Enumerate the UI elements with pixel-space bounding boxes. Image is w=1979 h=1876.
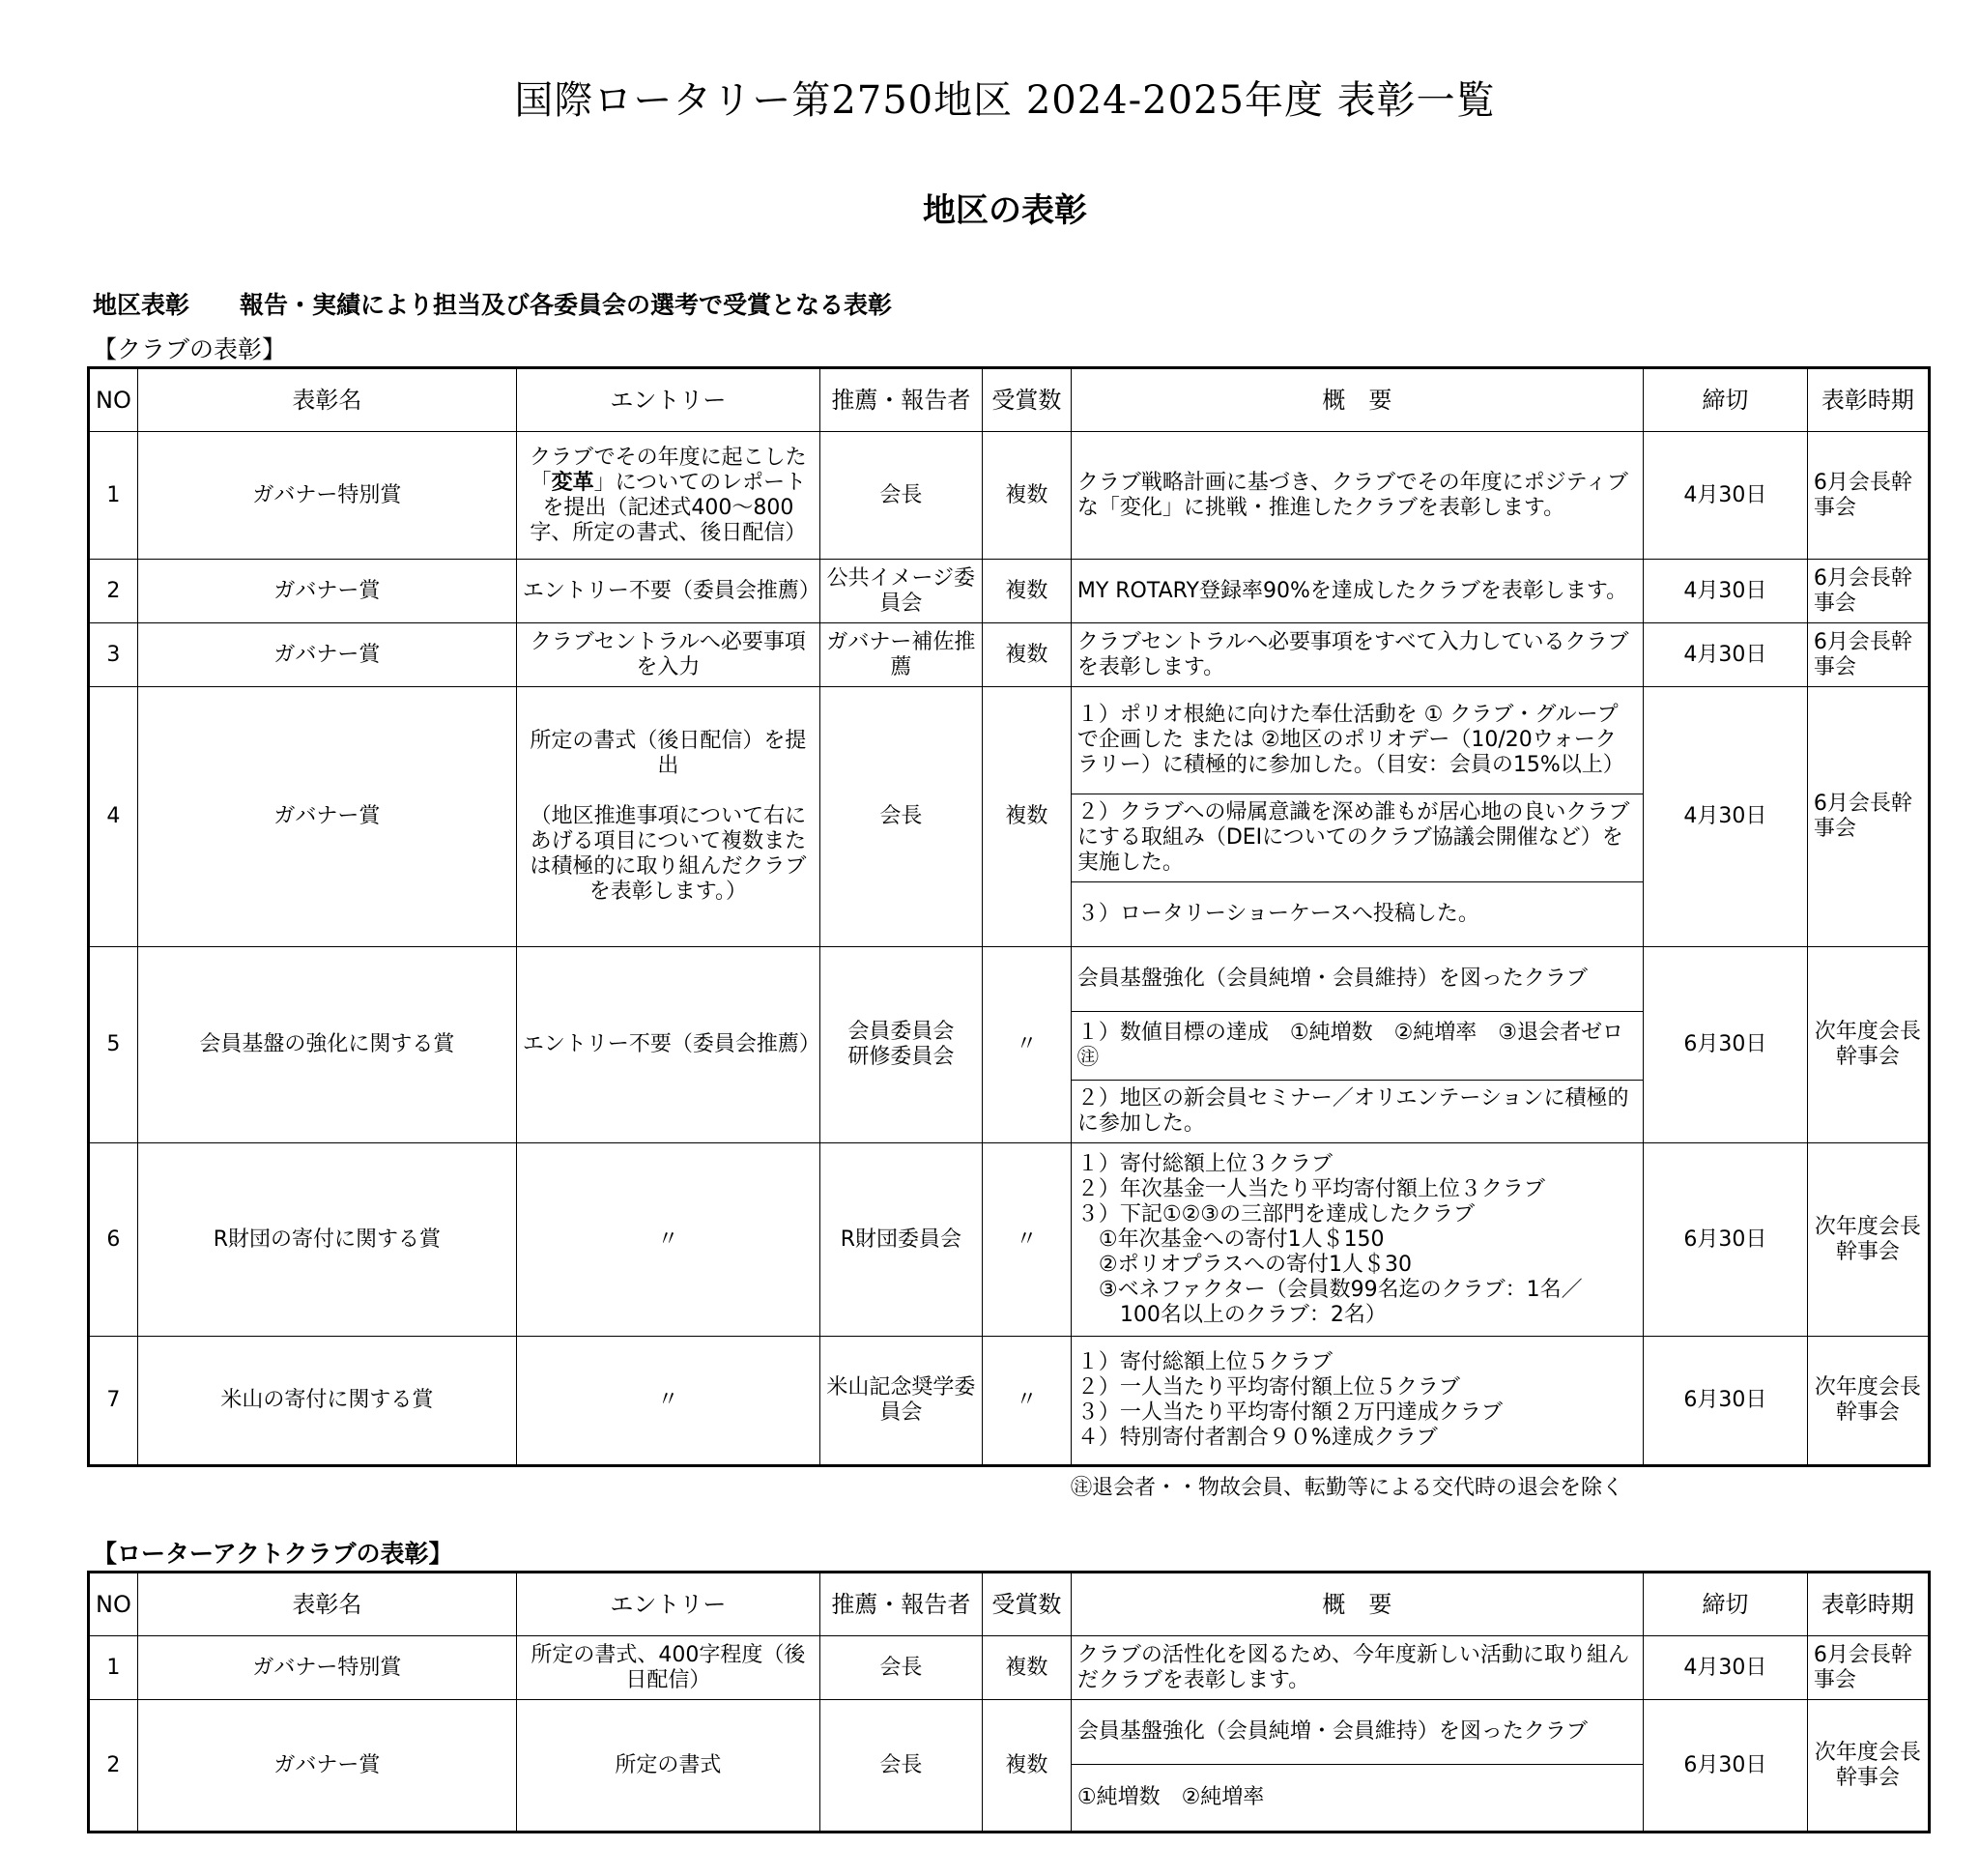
cell-no: 6 bbox=[89, 1143, 138, 1337]
summary-item: ２）クラブへの帰属意識を深め誰もが居心地の良いクラブにする取組み（DEIについてのクラブ協議会開催など）を実施した。 bbox=[1072, 794, 1643, 882]
cell-timing: 次年度会長幹事会 bbox=[1807, 947, 1929, 1143]
cell-award-name: R財団の寄付に関する賞 bbox=[137, 1143, 516, 1337]
page-title: 国際ロータリー第2750地区 2024-2025年度 表彰一覧 bbox=[514, 78, 1496, 123]
section-club-heading: 【クラブの表彰】 bbox=[93, 335, 287, 363]
cell-entry: 所定の書式、400字程度（後日配信） bbox=[516, 1636, 819, 1700]
cell-timing: 6月会長幹事会 bbox=[1807, 623, 1929, 687]
section-rotaract-heading: 【ローターアクトクラブの表彰】 bbox=[93, 1540, 453, 1568]
table-header-row bbox=[89, 1573, 1930, 1636]
table-row bbox=[89, 1636, 1930, 1700]
cell-deadline: 4月30日 bbox=[1643, 432, 1807, 560]
summary-item: ①純増数 ②純増率 bbox=[1076, 1785, 1265, 1809]
cell-award-name: ガバナー特別賞 bbox=[137, 1636, 516, 1700]
cell-count: 〃 bbox=[982, 1337, 1071, 1466]
cell-count: 複数 bbox=[982, 560, 1071, 623]
summary-item: 会員基盤強化（会員純増・会員維持）を図ったクラブ bbox=[1072, 1700, 1643, 1765]
table-row bbox=[89, 1337, 1930, 1466]
club-awards-table bbox=[87, 366, 1931, 1467]
page-subtitle: 地区の表彰 bbox=[923, 191, 1087, 230]
table-row bbox=[89, 687, 1930, 947]
header-award-name: 表彰名 bbox=[137, 368, 516, 432]
summary-item: ２）地区の新会員セミナー／オリエンテーションに積極的に参加した。 bbox=[1076, 1086, 1629, 1136]
cell-entry: 所定の書式（後日配信）を提出 （地区推進事項について右にあげる項目について複数または積極的に取り組んだクラブを表彰します。） bbox=[516, 687, 819, 947]
summary-item: ３）ロータリーショーケースへ投稿した。 bbox=[1076, 902, 1479, 926]
header-reporter: 推薦・報告者 bbox=[819, 368, 982, 432]
header-count: 受賞数 bbox=[982, 368, 1071, 432]
cell-reporter: ガバナー補佐推薦 bbox=[819, 623, 982, 687]
header-summary: 概 要 bbox=[1071, 1573, 1643, 1636]
table-row bbox=[89, 1700, 1930, 1833]
cell-reporter: R財団委員会 bbox=[819, 1143, 982, 1337]
cell-summary: クラブセントラルへ必要事項をすべて入力しているクラブを表彰します。 bbox=[1071, 623, 1643, 687]
cell-no: 1 bbox=[89, 1636, 138, 1700]
cell-no: 2 bbox=[89, 560, 138, 623]
header-no: NO bbox=[89, 368, 138, 432]
cell-summary: クラブの活性化を図るため、今年度新しい活動に取り組んだクラブを表彰します。 bbox=[1071, 1636, 1643, 1700]
cell-reporter: 公共イメージ委員会 bbox=[819, 560, 982, 623]
cell-count: 複数 bbox=[982, 623, 1071, 687]
header-timing: 表彰時期 bbox=[1807, 1573, 1929, 1636]
summary-item: １）数値目標の達成 ①純増数 ②純増率 ③退会者ゼロ㊟ bbox=[1072, 1012, 1643, 1081]
cell-no: 1 bbox=[89, 432, 138, 560]
cell-timing: 6月会長幹事会 bbox=[1807, 560, 1929, 623]
header-deadline: 締切 bbox=[1643, 1573, 1807, 1636]
cell-reporter: 会長 bbox=[819, 432, 982, 560]
header-entry: エントリー bbox=[516, 368, 819, 432]
cell-count: 〃 bbox=[982, 947, 1071, 1143]
table-row bbox=[89, 1143, 1930, 1337]
cell-no: 5 bbox=[89, 947, 138, 1143]
cell-deadline: 4月30日 bbox=[1643, 560, 1807, 623]
cell-summary bbox=[1071, 947, 1643, 1143]
cell-summary: MY ROTARY登録率90%を達成したクラブを表彰します。 bbox=[1071, 560, 1643, 623]
table-header-row bbox=[89, 368, 1930, 432]
header-deadline: 締切 bbox=[1643, 368, 1807, 432]
cell-count: 複数 bbox=[982, 1636, 1071, 1700]
header-timing: 表彰時期 bbox=[1807, 368, 1929, 432]
cell-deadline: 6月30日 bbox=[1643, 1700, 1807, 1833]
entry-emphasis: 変革 bbox=[551, 470, 594, 495]
cell-award-name: ガバナー賞 bbox=[137, 1700, 516, 1833]
cell-timing: 次年度会長幹事会 bbox=[1807, 1700, 1929, 1833]
cell-entry: クラブセントラルへ必要事項を入力 bbox=[516, 623, 819, 687]
lead-text: 報告・実績により担当及び各委員会の選考で受賞となる表彰 bbox=[240, 291, 893, 319]
cell-entry: エントリー不要（委員会推薦） bbox=[516, 560, 819, 623]
cell-no: 3 bbox=[89, 623, 138, 687]
cell-award-name: ガバナー特別賞 bbox=[137, 432, 516, 560]
cell-reporter: 会員委員会 研修委員会 bbox=[819, 947, 982, 1143]
cell-count: 複数 bbox=[982, 432, 1071, 560]
cell-deadline: 4月30日 bbox=[1643, 687, 1807, 947]
cell-deadline: 6月30日 bbox=[1643, 947, 1807, 1143]
cell-no: 2 bbox=[89, 1700, 138, 1833]
cell-summary: １）寄付総額上位５クラブ ２）一人当たり平均寄付額上位５クラブ ３）一人当たり平均寄付額２万円達成クラブ ４）特別寄付者割合９０%達成クラブ bbox=[1071, 1337, 1643, 1466]
cell-summary: クラブ戦略計画に基づき、クラブでその年度にポジティブな「変化」に挑戦・推進したクラブを表彰します。 bbox=[1071, 432, 1643, 560]
cell-reporter: 会長 bbox=[819, 1700, 982, 1833]
lead-label: 地区表彰 bbox=[93, 291, 190, 319]
cell-reporter: 会長 bbox=[819, 687, 982, 947]
header-summary: 概 要 bbox=[1071, 368, 1643, 432]
cell-award-name: ガバナー賞 bbox=[137, 687, 516, 947]
table-row bbox=[89, 947, 1930, 1143]
table-row bbox=[89, 623, 1930, 687]
cell-deadline: 4月30日 bbox=[1643, 1636, 1807, 1700]
cell-timing: 6月会長幹事会 bbox=[1807, 432, 1929, 560]
rotaract-awards-table bbox=[87, 1571, 1931, 1833]
cell-count: 複数 bbox=[982, 687, 1071, 947]
cell-entry: エントリー不要（委員会推薦） bbox=[516, 947, 819, 1143]
cell-award-name: ガバナー賞 bbox=[137, 623, 516, 687]
header-count: 受賞数 bbox=[982, 1573, 1071, 1636]
summary-item: 会員基盤強化（会員純増・会員維持）を図ったクラブ bbox=[1072, 947, 1643, 1012]
cell-reporter: 米山記念奨学委員会 bbox=[819, 1337, 982, 1466]
header-reporter: 推薦・報告者 bbox=[819, 1573, 982, 1636]
lead-line bbox=[93, 286, 892, 321]
cell-reporter: 会長 bbox=[819, 1636, 982, 1700]
footnote: ㊟退会者・・物故会員、転勤等による交代時の退会を除く bbox=[1071, 1476, 1624, 1500]
cell-summary: １）寄付総額上位３クラブ ２）年次基金一人当たり平均寄付額上位３クラブ ３）下記①②③の三部門を達成したクラブ ①年次基金への寄付1人＄150 ②ポリオプラスへの寄付1人＄30 ③ベネファクター（会員数99名迄のクラブ：1名／ 100名以上のクラブ：2名） bbox=[1071, 1143, 1643, 1337]
cell-award-name: ガバナー賞 bbox=[137, 560, 516, 623]
header-no: NO bbox=[89, 1573, 138, 1636]
cell-entry: 所定の書式 bbox=[516, 1700, 819, 1833]
cell-deadline: 6月30日 bbox=[1643, 1143, 1807, 1337]
cell-entry: 〃 bbox=[516, 1337, 819, 1466]
cell-no: 7 bbox=[89, 1337, 138, 1466]
cell-timing: 6月会長幹事会 bbox=[1807, 1636, 1929, 1700]
cell-timing: 6月会長幹事会 bbox=[1807, 687, 1929, 947]
header-award-name: 表彰名 bbox=[137, 1573, 516, 1636]
entry-text: クラブでその年度に起こした「 bbox=[530, 445, 807, 495]
cell-deadline: 4月30日 bbox=[1643, 623, 1807, 687]
cell-entry: 〃 bbox=[516, 1143, 819, 1337]
cell-award-name: 米山の寄付に関する賞 bbox=[137, 1337, 516, 1466]
cell-timing: 次年度会長幹事会 bbox=[1807, 1143, 1929, 1337]
cell-summary bbox=[1071, 687, 1643, 947]
cell-award-name: 会員基盤の強化に関する賞 bbox=[137, 947, 516, 1143]
table-row bbox=[89, 560, 1930, 623]
cell-summary bbox=[1071, 1700, 1643, 1833]
header-entry: エントリー bbox=[516, 1573, 819, 1636]
cell-timing: 次年度会長幹事会 bbox=[1807, 1337, 1929, 1466]
summary-item: １）ポリオ根絶に向けた奉仕活動を ① クラブ・グループで企画した または ②地区のポリオデー（10/20ウォークラリー）に積極的に参加した。（目安：会員の15%以上） bbox=[1072, 687, 1643, 794]
cell-entry bbox=[516, 432, 819, 560]
cell-no: 4 bbox=[89, 687, 138, 947]
table-row bbox=[89, 432, 1930, 560]
cell-count: 〃 bbox=[982, 1143, 1071, 1337]
entry-text: 」についてのレポートを提出（記述式400～800字、所定の書式、後日配信） bbox=[530, 470, 807, 545]
cell-count: 複数 bbox=[982, 1700, 1071, 1833]
cell-deadline: 6月30日 bbox=[1643, 1337, 1807, 1466]
